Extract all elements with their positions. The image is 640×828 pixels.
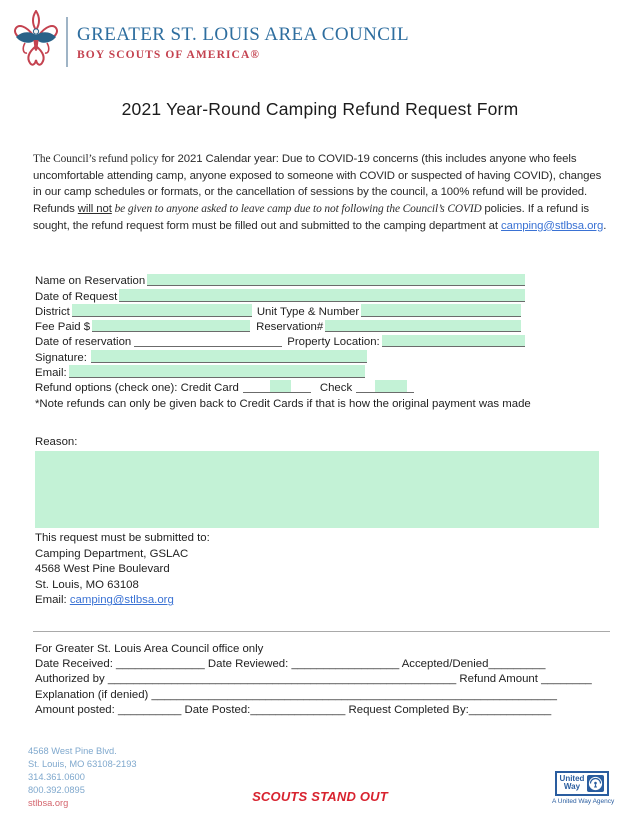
submit-to-line: This request must be submitted to: bbox=[35, 532, 210, 544]
footer-phone-2: 800.392.0895 bbox=[28, 785, 85, 795]
office-row-authorized: Authorized by _______________________________________________________ Refund Amount ________ bbox=[35, 673, 592, 686]
property-location-label: Property Location: bbox=[287, 336, 380, 349]
reason-textarea[interactable] bbox=[35, 451, 599, 528]
row-district-unit bbox=[35, 303, 521, 318]
organization-name: BOY SCOUTS OF AMERICA® bbox=[77, 49, 261, 61]
date-of-request-label: Date of Request bbox=[35, 290, 118, 303]
reservation-number-label: Reservation# bbox=[256, 321, 324, 333]
united-way-box bbox=[555, 771, 610, 796]
footer-street: 4568 West Pine Blvd. bbox=[28, 746, 117, 756]
date-of-request-field[interactable] bbox=[119, 289, 525, 302]
district-field[interactable] bbox=[72, 304, 252, 317]
row-refund-options bbox=[35, 379, 610, 394]
header-text bbox=[77, 24, 409, 61]
refund-options-label: Refund options (check one): Credit Card bbox=[35, 382, 239, 394]
check-option-label: Check bbox=[319, 382, 353, 394]
united-way-tagline: A United Way Agency bbox=[552, 797, 615, 805]
submit-to-email-line bbox=[35, 593, 210, 609]
row-email bbox=[35, 364, 610, 379]
row-reservation-date-location bbox=[35, 333, 525, 348]
date-of-reservation-field[interactable] bbox=[134, 335, 282, 348]
credit-card-checkbox[interactable] bbox=[270, 380, 291, 392]
row-fee-reservation bbox=[35, 318, 521, 333]
footer-website-link[interactable]: stlbsa.org bbox=[28, 798, 69, 808]
footer-city: St. Louis, MO 63108-2193 bbox=[28, 759, 137, 769]
district-label: District bbox=[35, 305, 70, 318]
submit-email-link[interactable]: camping@stlbsa.org bbox=[69, 594, 174, 607]
policy-period: . bbox=[603, 219, 607, 232]
unit-type-number-label: Unit Type & Number bbox=[256, 305, 360, 318]
email-field[interactable] bbox=[69, 365, 365, 378]
row-name-on-reservation bbox=[35, 272, 525, 287]
office-heading: For Greater St. Louis Area Council office only bbox=[35, 643, 264, 655]
signature-field[interactable] bbox=[91, 350, 367, 363]
unit-type-number-field[interactable] bbox=[361, 304, 521, 317]
check-check-line[interactable] bbox=[356, 381, 414, 394]
row-note bbox=[35, 395, 610, 410]
credit-card-note: *Note refunds can only be given back to Credit Cards if that is how the original payment was made bbox=[35, 398, 531, 410]
page-title: 2021 Year-Round Camping Refund Request Form bbox=[121, 99, 519, 119]
reason-label: Reason: bbox=[35, 436, 78, 448]
section-divider-rule bbox=[33, 631, 610, 632]
fee-paid-label: Fee Paid $ bbox=[35, 321, 91, 333]
scouts-stand-out-slogan: SCOUTS STAND OUT bbox=[252, 789, 388, 804]
name-on-reservation-label: Name on Reservation bbox=[35, 275, 146, 288]
submit-to-street: 4568 West Pine Boulevard bbox=[35, 563, 170, 576]
policy-will-not: will not bbox=[77, 203, 112, 216]
office-only-section bbox=[35, 642, 612, 718]
header-divider bbox=[66, 17, 68, 67]
office-row-explanation: Explanation (if denied) ________________________________________________________________ bbox=[35, 688, 557, 701]
refund-form-fields bbox=[35, 272, 610, 410]
policy-body-2: policies. If a refund is sought, the refund request form must be filled out and submitted to the camping department at bbox=[33, 203, 590, 232]
united-way-word-2: Way bbox=[563, 782, 581, 791]
property-location-field[interactable] bbox=[382, 335, 525, 348]
submit-email-label: Email: bbox=[35, 594, 70, 607]
bsa-fleur-de-lis-logo bbox=[12, 10, 60, 68]
office-row-posted: Amount posted: __________ Date Posted:_______________ Request Completed By:_____________ bbox=[35, 703, 552, 716]
row-date-of-request bbox=[35, 287, 525, 302]
united-way-word-1: United bbox=[559, 774, 585, 783]
name-on-reservation-field[interactable] bbox=[147, 274, 525, 287]
policy-italic: be given to anyone asked to leave camp due to not following the Council’s COVID bbox=[111, 203, 485, 216]
date-of-reservation-label: Date of reservation bbox=[35, 336, 132, 349]
footer-phone-1: 314.361.0600 bbox=[28, 772, 85, 782]
row-signature bbox=[35, 348, 610, 363]
office-row-dates: Date Received: ______________ Date Reviewed: _________________ Accepted/Denied_________ bbox=[35, 658, 546, 671]
email-label: Email: bbox=[35, 366, 67, 379]
policy-intro: The Council’s refund policy bbox=[33, 153, 159, 165]
submit-to-city: St. Louis, MO 63108 bbox=[35, 578, 139, 591]
united-way-wordmark bbox=[560, 775, 585, 791]
credit-card-check-line[interactable] bbox=[243, 381, 311, 394]
united-way-logo bbox=[552, 768, 615, 805]
refund-policy-paragraph bbox=[33, 151, 612, 235]
signature-label: Signature: bbox=[35, 351, 87, 364]
submit-to-block bbox=[35, 531, 210, 609]
camping-email-link[interactable]: camping@stlbsa.org bbox=[501, 219, 604, 232]
submit-to-department: Camping Department, GSLAC bbox=[35, 547, 189, 560]
policy-body-1: for 2021 Calendar year: Due to COVID-19 concerns (this includes anyone who feels uncomfortable attending camp, anyone exposed to someone with COVID or suspected of having COVID), changes in our camp schedules or formats, or the cancellation of sessions by the council, a 100% refund will be provided. Refunds bbox=[33, 153, 602, 216]
united-way-emblem-icon bbox=[587, 775, 604, 792]
fee-paid-field[interactable] bbox=[92, 320, 250, 333]
reservation-number-field[interactable] bbox=[325, 320, 521, 333]
council-name: GREATER ST. LOUIS AREA COUNCIL bbox=[77, 24, 410, 45]
check-checkbox[interactable] bbox=[375, 380, 407, 392]
